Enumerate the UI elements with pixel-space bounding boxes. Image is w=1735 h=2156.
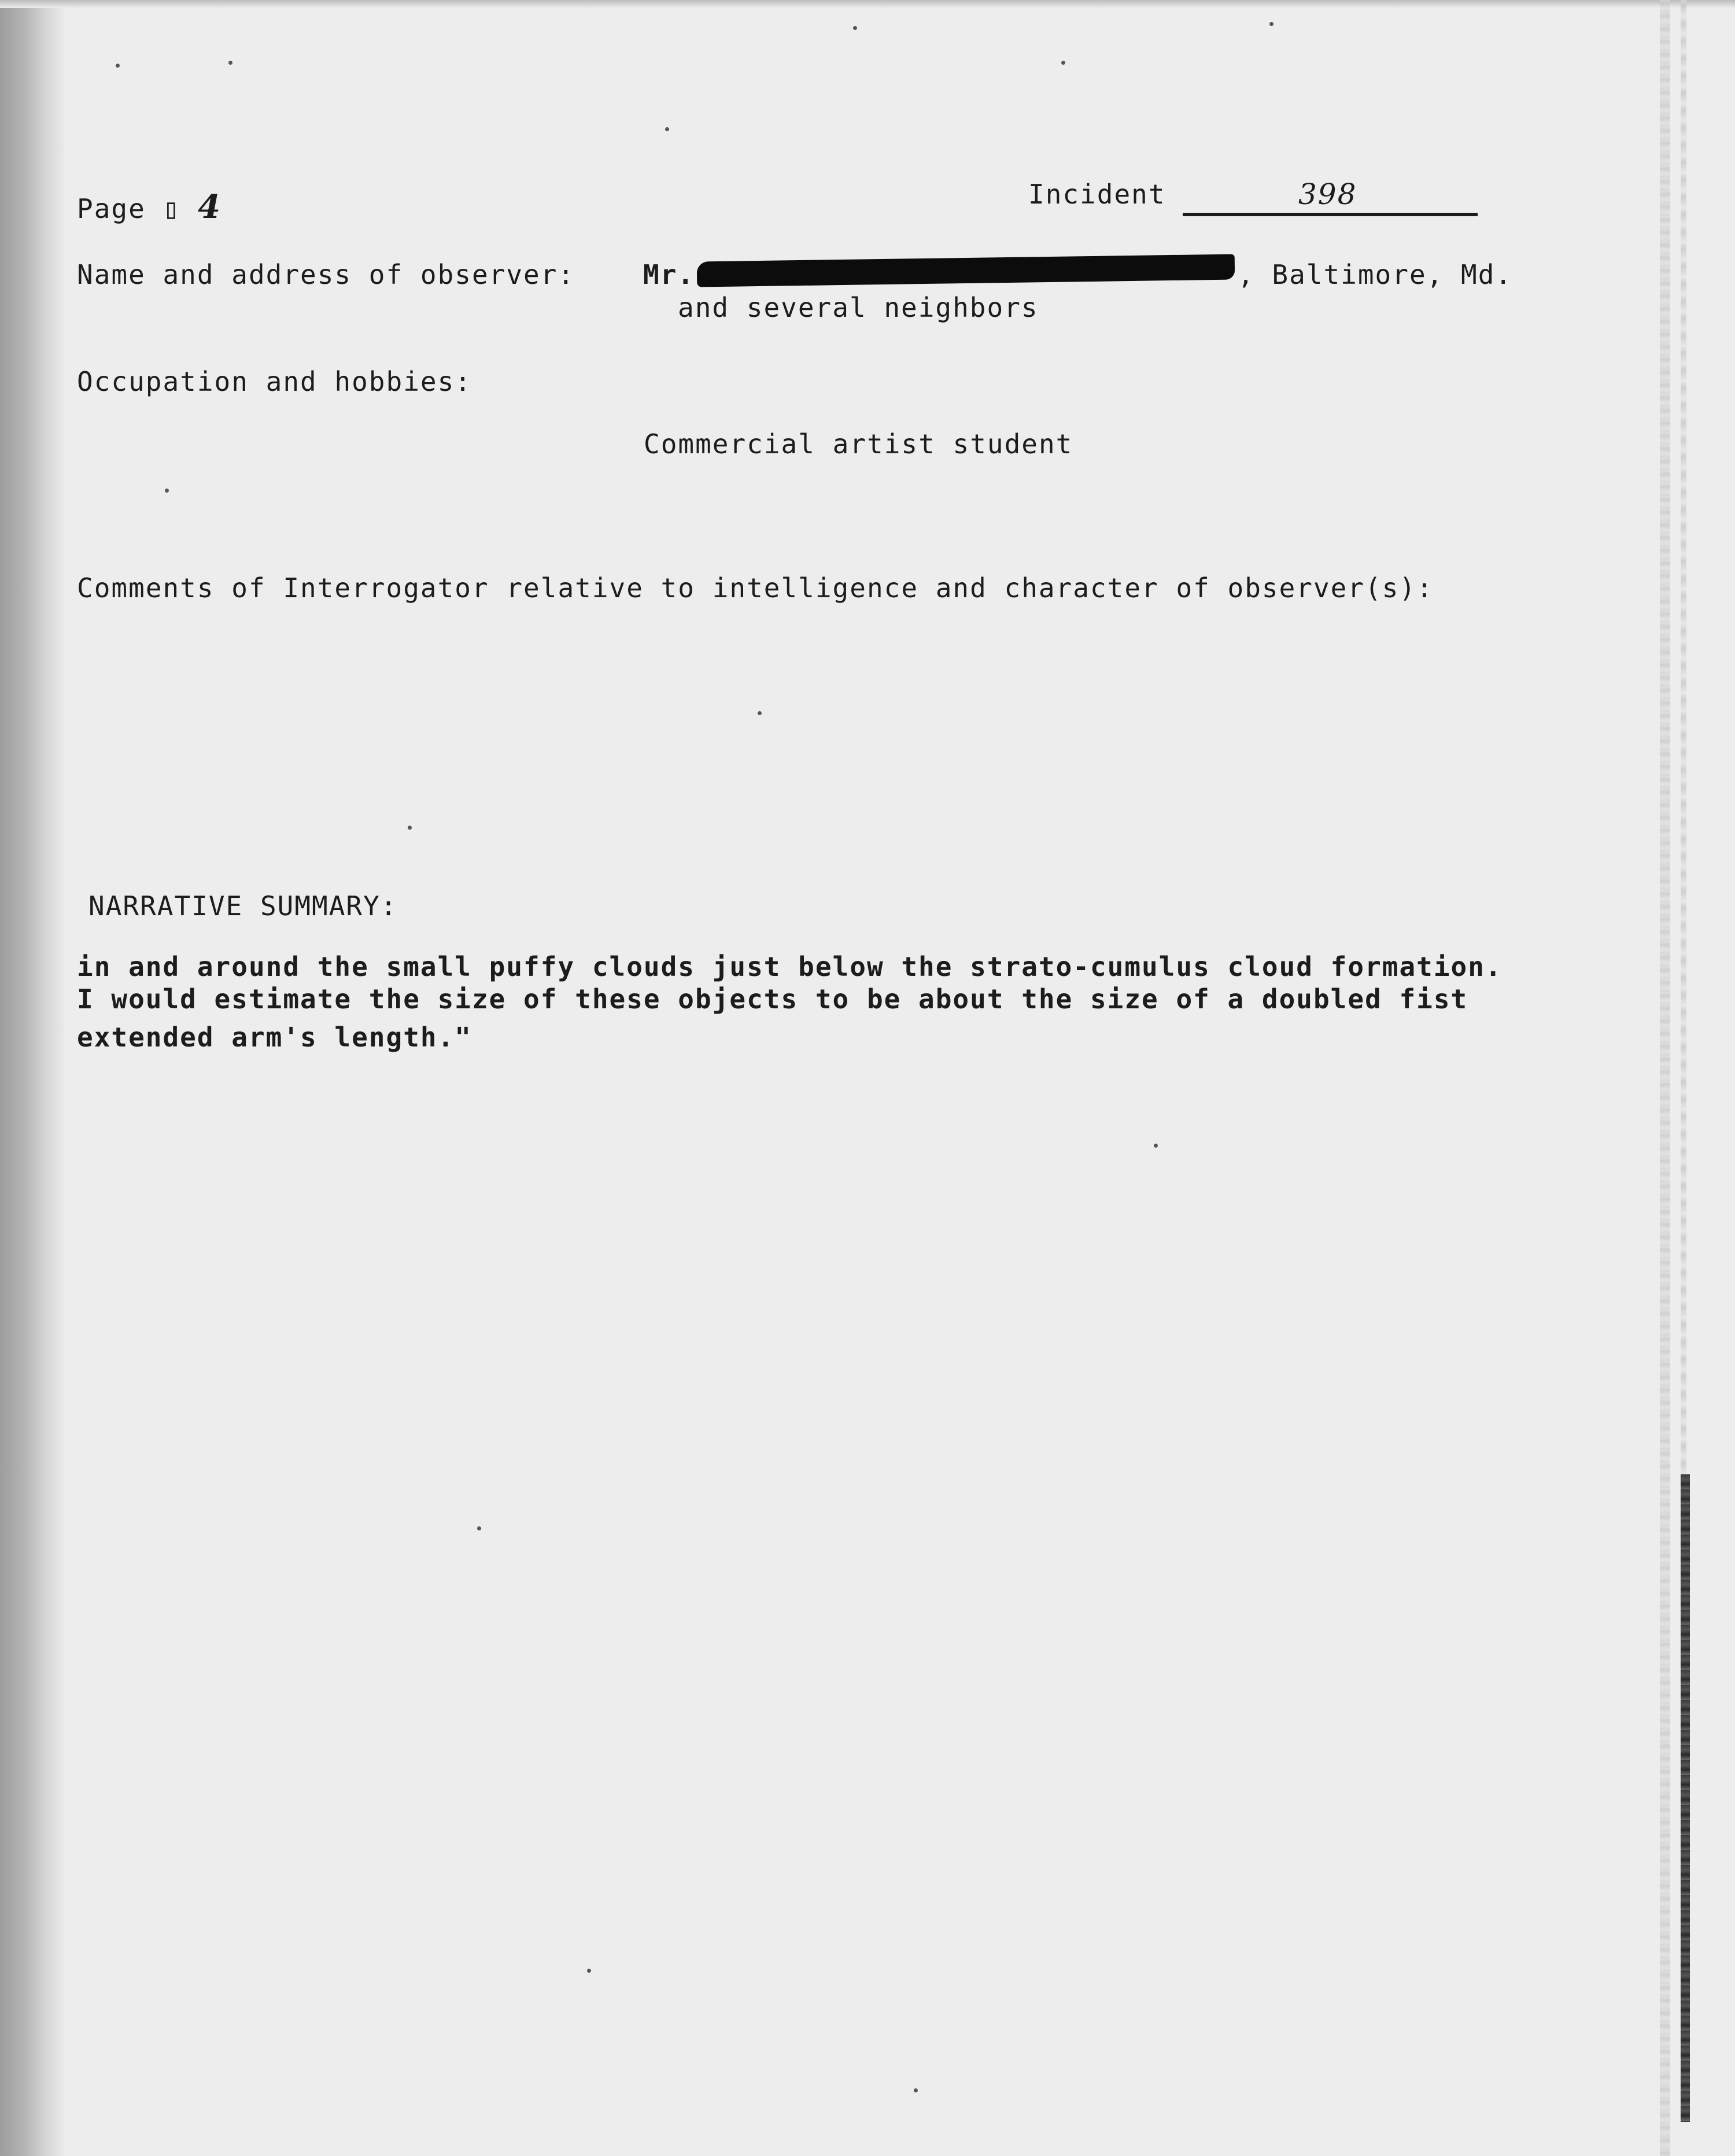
page-number: 4 — [198, 188, 222, 226]
occupation-label: Occupation and hobbies: — [77, 366, 472, 397]
redaction-bar — [697, 254, 1235, 287]
scan-speck — [116, 64, 120, 68]
page-label: Page — [77, 193, 146, 224]
incident-underline — [1183, 213, 1478, 216]
scan-right-edge — [1660, 0, 1670, 2156]
scan-speck — [665, 127, 669, 131]
comments-label: Comments of Interrogator relative to intelligence and character of observer(s): — [77, 572, 1434, 604]
scan-speck — [228, 61, 232, 65]
page-label-line: Page ▯ 4 — [77, 188, 222, 226]
scan-top-shadow — [0, 0, 1735, 8]
scan-left-shadow — [0, 0, 64, 2156]
scan-speck — [1061, 61, 1065, 65]
observer-label: Name and address of observer: — [77, 259, 575, 290]
scan-speck — [853, 26, 857, 30]
observer-address: , Baltimore, Md. — [1238, 259, 1513, 290]
scan-right-edge-dark — [1681, 1474, 1690, 2122]
scan-speck — [165, 489, 169, 493]
scan-speck — [587, 1969, 591, 1973]
scan-speck — [1269, 22, 1273, 26]
narrative-line: I would estimate the size of these objects to be about the size of a doubled fist — [77, 983, 1468, 1015]
scan-speck — [408, 826, 412, 830]
occupation-value: Commercial artist student — [644, 428, 1073, 460]
scan-speck — [758, 711, 762, 715]
observer-line-2: and several neighbors — [678, 292, 1039, 323]
observer-name-prefix: Mr. — [643, 259, 695, 290]
narrative-line: in and around the small puffy clouds just below the strato-cumulus cloud formation. — [77, 951, 1503, 982]
scan-speck — [477, 1526, 481, 1530]
narrative-heading: NARRATIVE SUMMARY: — [88, 890, 398, 922]
scan-speck — [914, 2088, 918, 2092]
narrative-line: extended arm's length." — [77, 1022, 472, 1053]
scan-right-edge-light — [1681, 0, 1686, 1474]
incident-label: Incident — [1028, 179, 1166, 210]
scan-speck — [1154, 1144, 1158, 1148]
incident-number: 398 — [1298, 177, 1357, 211]
